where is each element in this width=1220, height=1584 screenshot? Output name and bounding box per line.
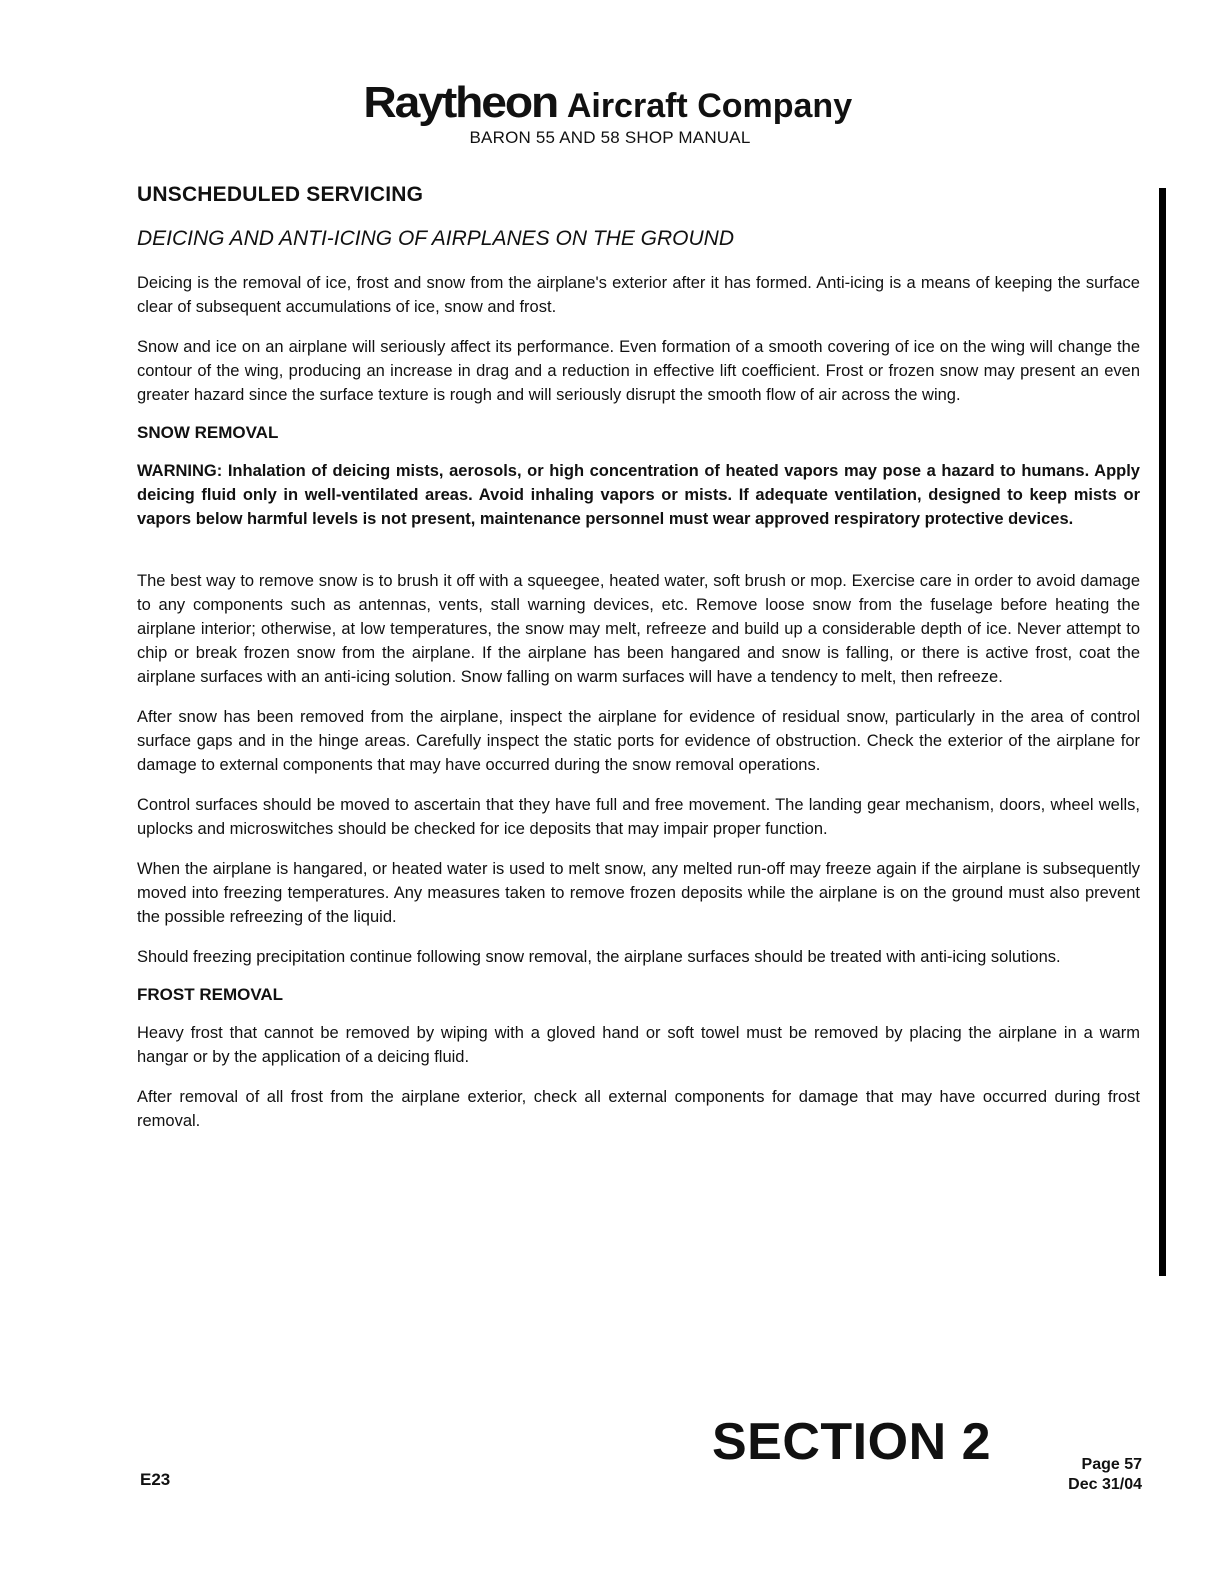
snow-removal-heading: SNOW REMOVAL xyxy=(137,423,279,442)
paragraph: After removal of all frost from the airplane exterior, check all external components for damage that may have occurred during frost removal. xyxy=(137,1088,1140,1130)
brand-suffix: Aircraft Company xyxy=(566,87,853,125)
footer-code: E23 xyxy=(140,1470,171,1489)
paragraph: Control surfaces should be moved to ascertain that they have full and free movement. The landing gear mechanism, doors, wheel wells, uplocks and microswitches should be checked for ice deposits that may impair proper function. xyxy=(137,796,1140,838)
footer-section: SECTION 2 xyxy=(712,1413,991,1471)
main-content xyxy=(137,183,1140,1149)
revision-date: Dec 31/04 xyxy=(1068,1476,1142,1493)
paragraph: Snow and ice on an airplane will seriously affect its performance. Even formation of a smooth covering of ice on the wing will change the contour of the wing, producing an increase in drag and a reduction in effective lift coefficient. Frost or frozen snow may present an even greater hazard since the surface texture is rough and will seriously disrupt the smooth flow of air across the wing. xyxy=(137,338,1140,404)
footer-page-info xyxy=(1040,1455,1142,1495)
page-number: Page 57 xyxy=(1081,1456,1142,1473)
section-heading: UNSCHEDULED SERVICING xyxy=(137,183,424,206)
page-header xyxy=(0,78,1220,128)
paragraph: Should freezing precipitation continue following snow removal, the airplane surfaces should be treated with anti-icing solutions. xyxy=(137,948,1061,966)
revision-change-bar xyxy=(1159,188,1166,1276)
paragraph: Heavy frost that cannot be removed by wiping with a gloved hand or soft towel must be removed by placing the airplane in a warm hangar or by the application of a deicing fluid. xyxy=(137,1024,1140,1066)
subsection-heading: DEICING AND ANTI-ICING OF AIRPLANES ON THE GROUND xyxy=(137,227,735,250)
paragraph: When the airplane is hangared, or heated water is used to melt snow, any melted run-off may freeze again if the airplane is subsequently moved into freezing temperatures. Any measures taken to remove frozen deposits while the airplane is on the ground must also prevent the possible refreezing of the liquid. xyxy=(137,860,1140,926)
manual-title: BARON 55 AND 58 SHOP MANUAL xyxy=(469,128,751,147)
frost-removal-heading: FROST REMOVAL xyxy=(137,985,284,1004)
brand-name: Raytheon xyxy=(363,78,557,127)
warning-note: WARNING: Inhalation of deicing mists, aerosols, or high concentration of heated vapors may pose a hazard to humans. Apply deicing fluid only in well-ventilated areas. Avoid inhaling vapors or mists. If adequate ventilation, designed to keep mists or vapors below harmful levels is not present, maintenance personnel must wear approved respiratory protective devices. xyxy=(137,462,1140,528)
paragraph: After snow has been removed from the airplane, inspect the airplane for evidence of residual snow, particularly in the area of control surface gaps and in the hinge areas. Carefully inspect the static ports for evidence of obstruction. Check the exterior of the airplane for damage to external components that may have occurred during the snow removal operations. xyxy=(137,708,1140,774)
paragraph: The best way to remove snow is to brush it off with a squeegee, heated water, soft brush or mop. Exercise care in order to avoid damage to any components such as antennas, vents, stall warning devices, etc. Remove loose snow from the fuselage before heating the airplane interior; otherwise, at low temperatures, the snow may melt, refreeze and build up a considerable depth of ice. Never attempt to chip or break frozen snow from the airplane. If the airplane has been hangared and snow is falling, or there is active frost, coat the airplane surfaces with an anti-icing solution. Snow falling on warm surfaces will have a tendency to melt, then refreeze. xyxy=(137,572,1140,686)
company-logo xyxy=(363,78,853,128)
paragraph: Deicing is the removal of ice, frost and snow from the airplane's exterior after it has formed. Anti-icing is a means of keeping the surface clear of subsequent accumulations of ice, snow and frost. xyxy=(137,274,1140,316)
